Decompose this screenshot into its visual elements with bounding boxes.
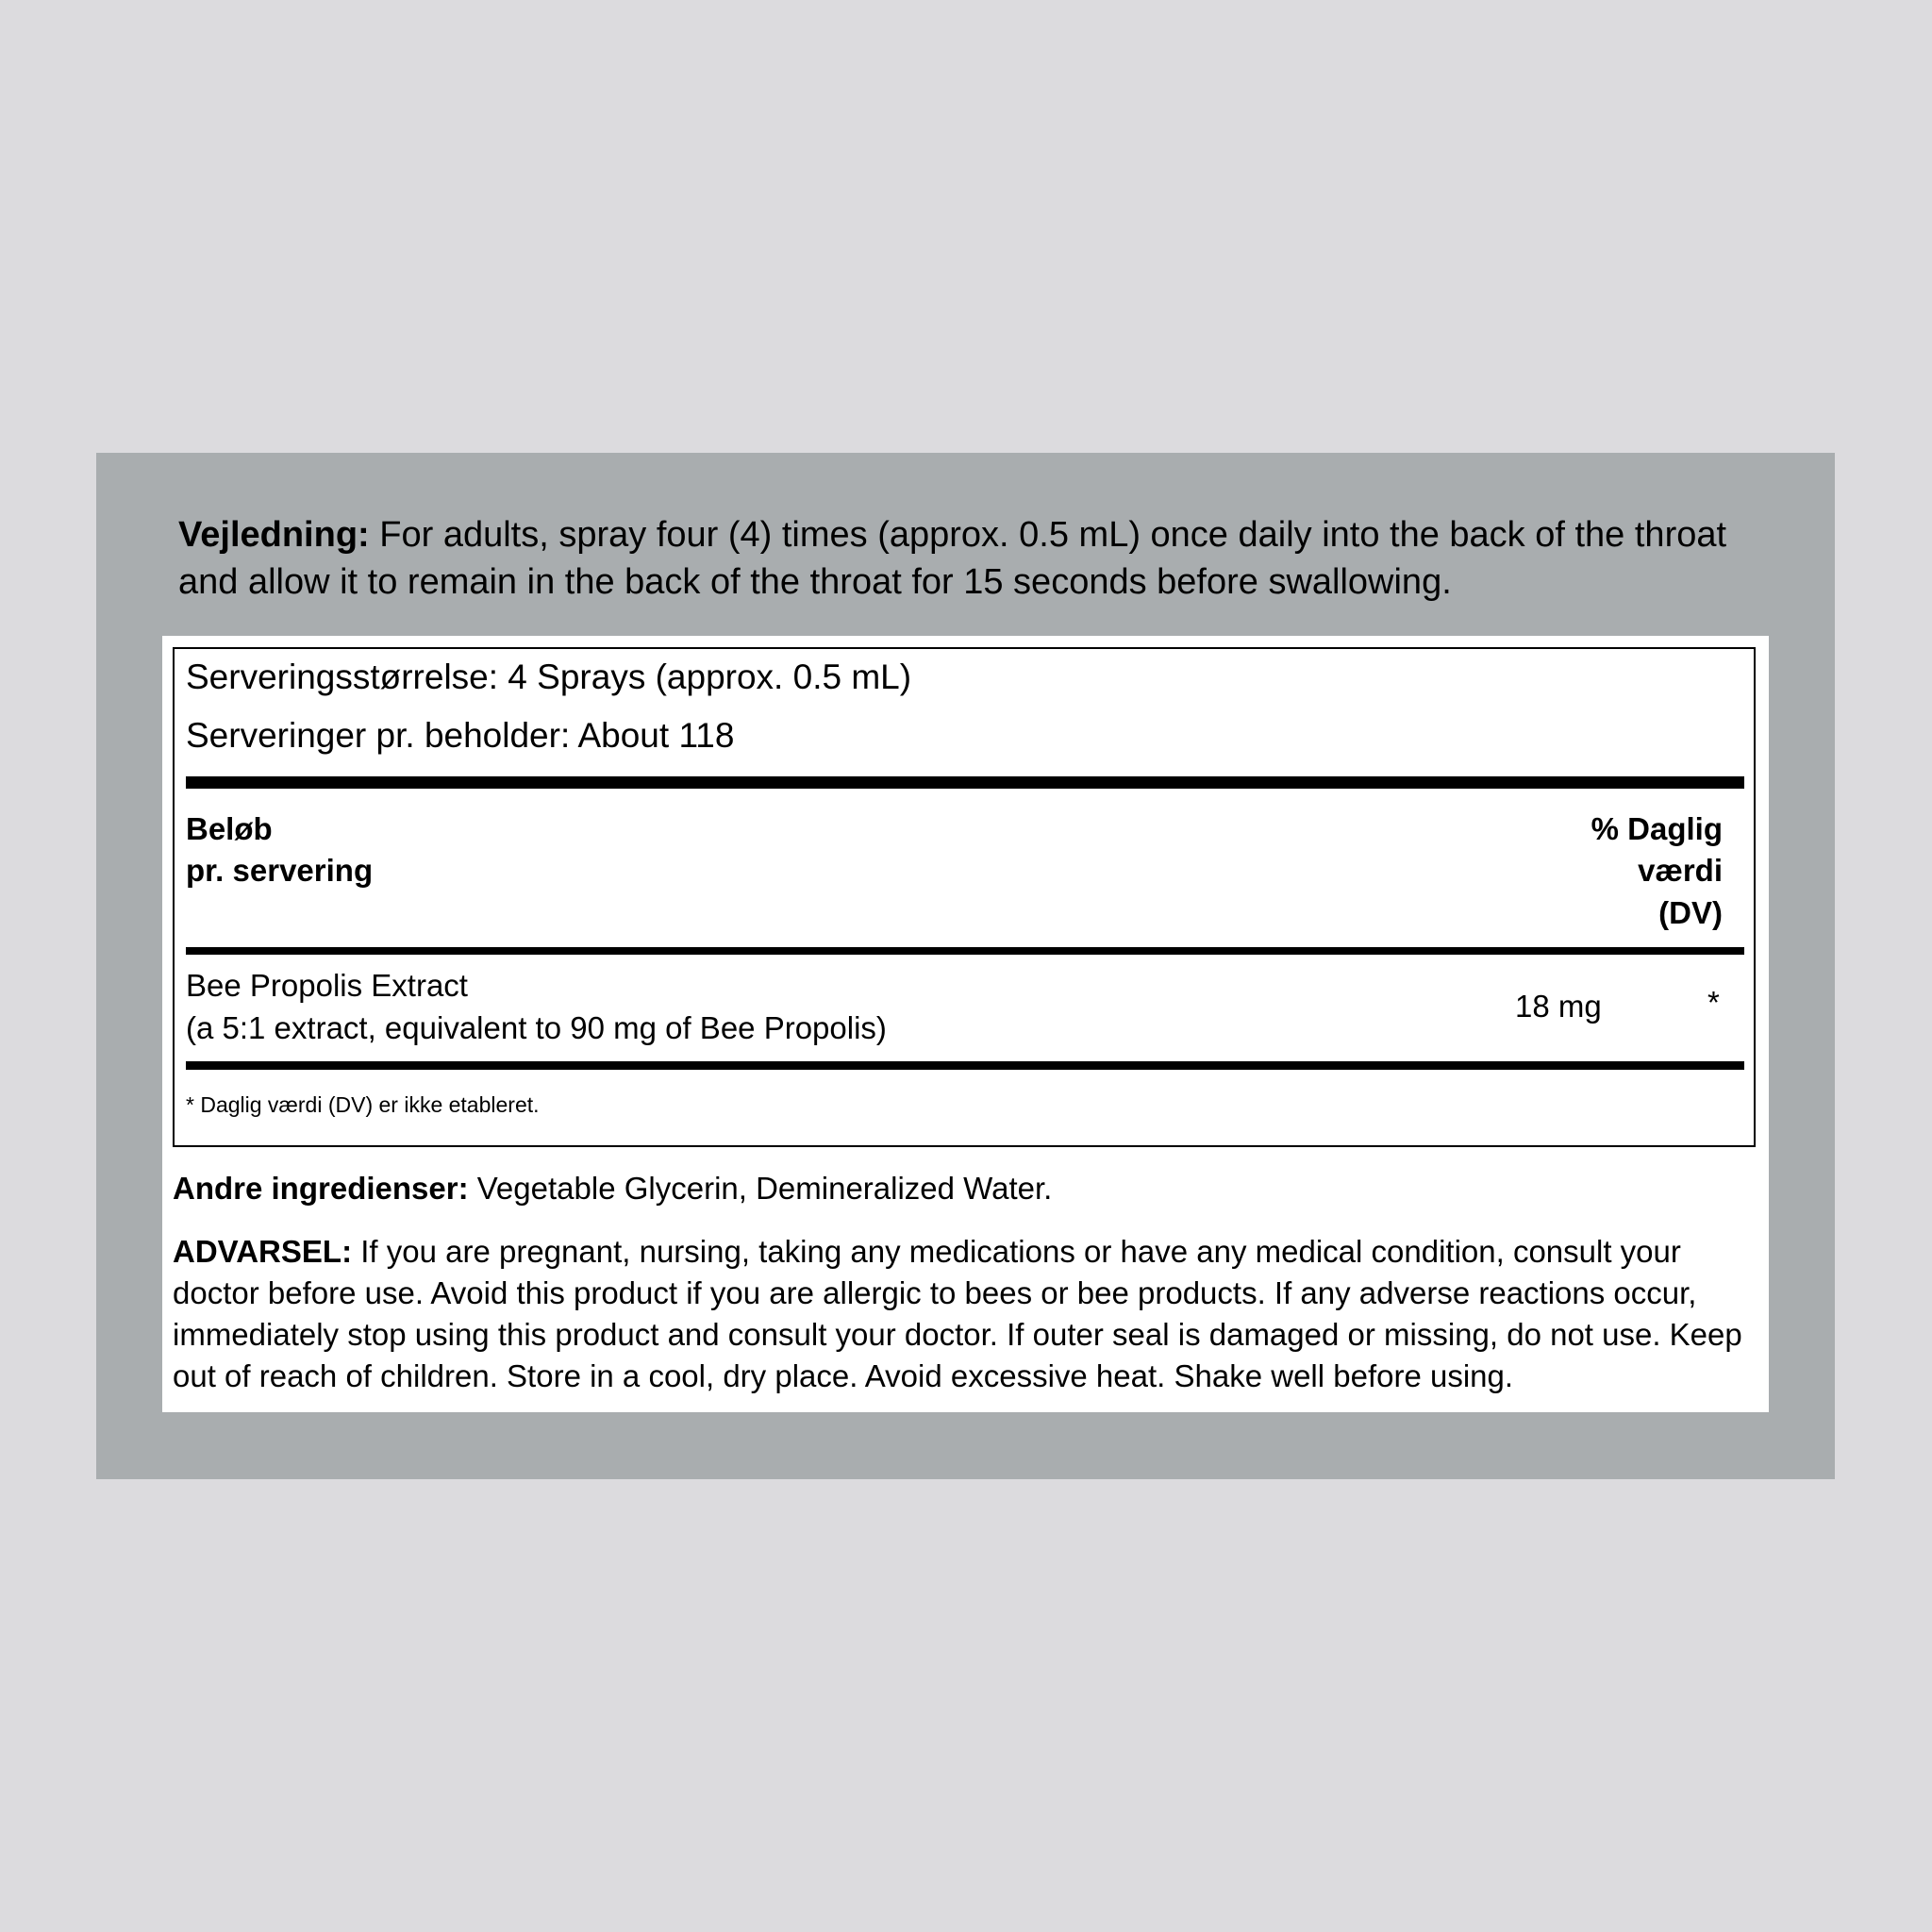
ingredient-amount: 18 mg (1515, 989, 1602, 1024)
directions-body: For adults, spray four (4) times (approx. 0.5 mL) once daily into the back of the throat and allow it to remain in the back of the throat for 15 seconds before swallowing. (178, 515, 1727, 602)
ingredient-name: Bee Propolis Extract (186, 968, 468, 1003)
amount-header-line2: pr. servering (186, 853, 374, 888)
warning-lead: ADVARSEL: (173, 1234, 353, 1269)
warning-body: If you are pregnant, nursing, taking any medications or have any medical condition, consult your doctor before use. Avoid this product if you are allergic to bees or bee products. If any adverse reactions occur, immediately stop using this product and consult your doctor. If outer seal is damaged or missing, do not use. Keep out of reach of children. Store in a cool, dry place. Avoid excessive heat. Shake well before using. (173, 1234, 1742, 1393)
ingredient-dv: * (1707, 985, 1720, 1020)
ingredient-row (186, 964, 887, 1049)
directions-text (178, 511, 1782, 606)
amount-header-line1: Beløb (186, 811, 273, 846)
thick-divider (186, 776, 1744, 789)
ingredient-detail: (a 5:1 extract, equivalent to 90 mg of Bee Propolis) (186, 1010, 887, 1045)
dv-header-line3: (DV) (1658, 895, 1723, 930)
directions-lead: Vejledning: (178, 515, 370, 555)
dv-header-line2: værdi (1638, 853, 1723, 888)
other-ingredients-lead: Andre ingredienser: (173, 1171, 469, 1206)
dv-footnote: * Daglig værdi (DV) er ikke etableret. (186, 1092, 540, 1117)
other-ingredients-body: Vegetable Glycerin, Demineralized Water. (468, 1171, 1053, 1206)
dv-header-line1: % Daglig (1591, 811, 1723, 846)
servings-per-container: Serveringer pr. beholder: About 118 (186, 716, 735, 755)
medium-divider (186, 947, 1744, 955)
other-ingredients (173, 1168, 1052, 1209)
serving-size: Serveringsstørrelse: 4 Sprays (approx. 0.5 mL) (186, 658, 912, 696)
warning-text (173, 1231, 1767, 1397)
bottom-divider (186, 1061, 1744, 1070)
